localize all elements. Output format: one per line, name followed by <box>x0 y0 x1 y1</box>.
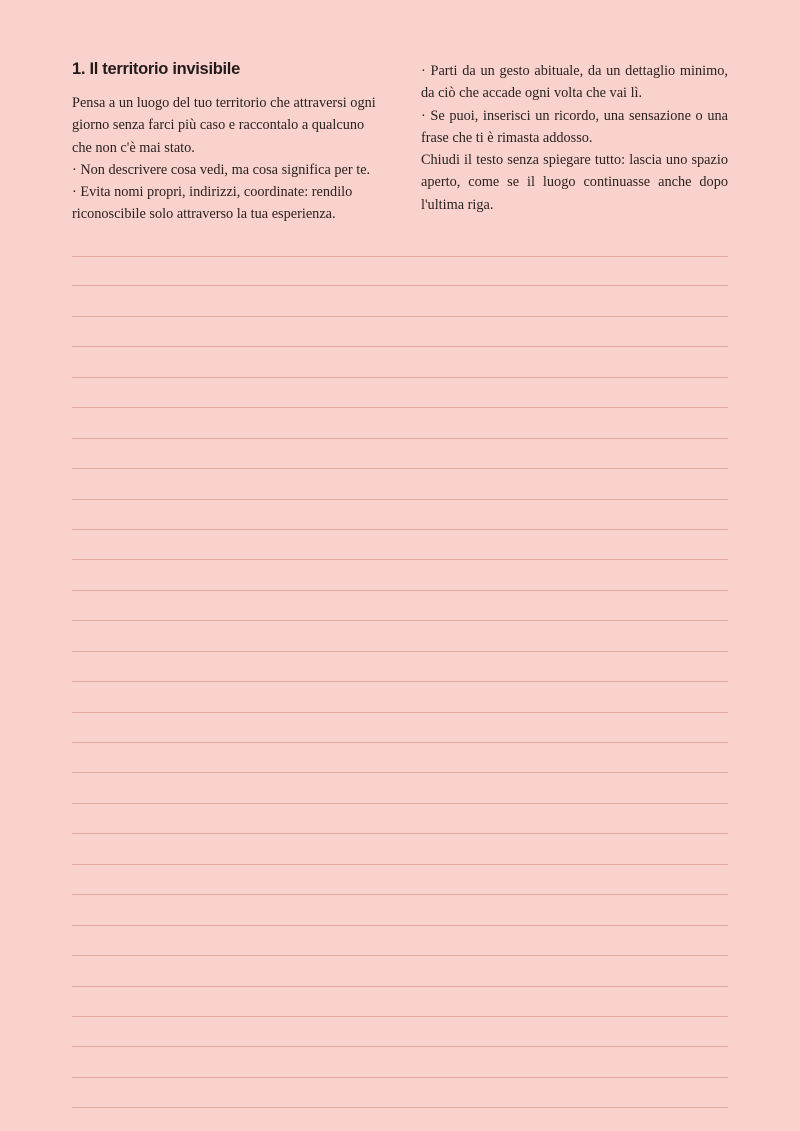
writing-line[interactable] <box>72 987 728 1017</box>
writing-line[interactable] <box>72 256 728 286</box>
writing-line[interactable] <box>72 560 728 590</box>
writing-line[interactable] <box>72 469 728 499</box>
writing-line[interactable] <box>72 773 728 803</box>
right-column <box>421 60 728 226</box>
writing-line[interactable] <box>72 682 728 712</box>
left-paragraph-2: · Non descrivere cosa vedi, ma cosa significa per te. <box>72 161 371 178</box>
right-paragraph-1: · Parti da un gesto abituale, da un dettaglio minimo, da ciò che accade ogni volta che vai lì. <box>421 63 728 102</box>
writing-line[interactable] <box>72 743 728 773</box>
writing-line[interactable] <box>72 1078 728 1108</box>
writing-line[interactable] <box>72 956 728 986</box>
left-paragraph-1: Pensa a un luogo del tuo territorio che attraversi ogni giorno senza farci più caso e raccontalo a qualcuno che non c'è mai stato. <box>72 95 376 156</box>
writing-lines[interactable] <box>72 256 728 1108</box>
writing-line[interactable] <box>72 895 728 925</box>
right-paragraph-2: · Se puoi, inserisci un ricordo, una sensazione o una frase che ti è rimasta addosso. <box>421 107 728 146</box>
writing-line[interactable] <box>72 500 728 530</box>
left-column <box>72 60 379 226</box>
writing-line[interactable] <box>72 1017 728 1047</box>
writing-line[interactable] <box>72 286 728 316</box>
left-paragraph-3: · Evita nomi propri, indirizzi, coordinate: rendilo riconoscibile solo attraverso la tua esperienza. <box>72 184 353 223</box>
writing-line[interactable] <box>72 804 728 834</box>
right-paragraph-3: Chiudi il testo senza spiegare tutto: lascia uno spazio aperto, come se il luogo continuasse anche dopo l'ultima riga. <box>421 152 728 213</box>
writing-line[interactable] <box>72 408 728 438</box>
instructions-block <box>72 60 728 226</box>
writing-line[interactable] <box>72 652 728 682</box>
writing-line[interactable] <box>72 317 728 347</box>
writing-line[interactable] <box>72 621 728 651</box>
writing-line[interactable] <box>72 530 728 560</box>
writing-line[interactable] <box>72 347 728 377</box>
writing-line[interactable] <box>72 713 728 743</box>
writing-line[interactable] <box>72 378 728 408</box>
writing-line[interactable] <box>72 1047 728 1077</box>
page-title: 1. Il territorio invisibile <box>72 60 240 78</box>
writing-line[interactable] <box>72 439 728 469</box>
writing-line[interactable] <box>72 834 728 864</box>
writing-line[interactable] <box>72 591 728 621</box>
writing-line[interactable] <box>72 865 728 895</box>
writing-line[interactable] <box>72 926 728 956</box>
